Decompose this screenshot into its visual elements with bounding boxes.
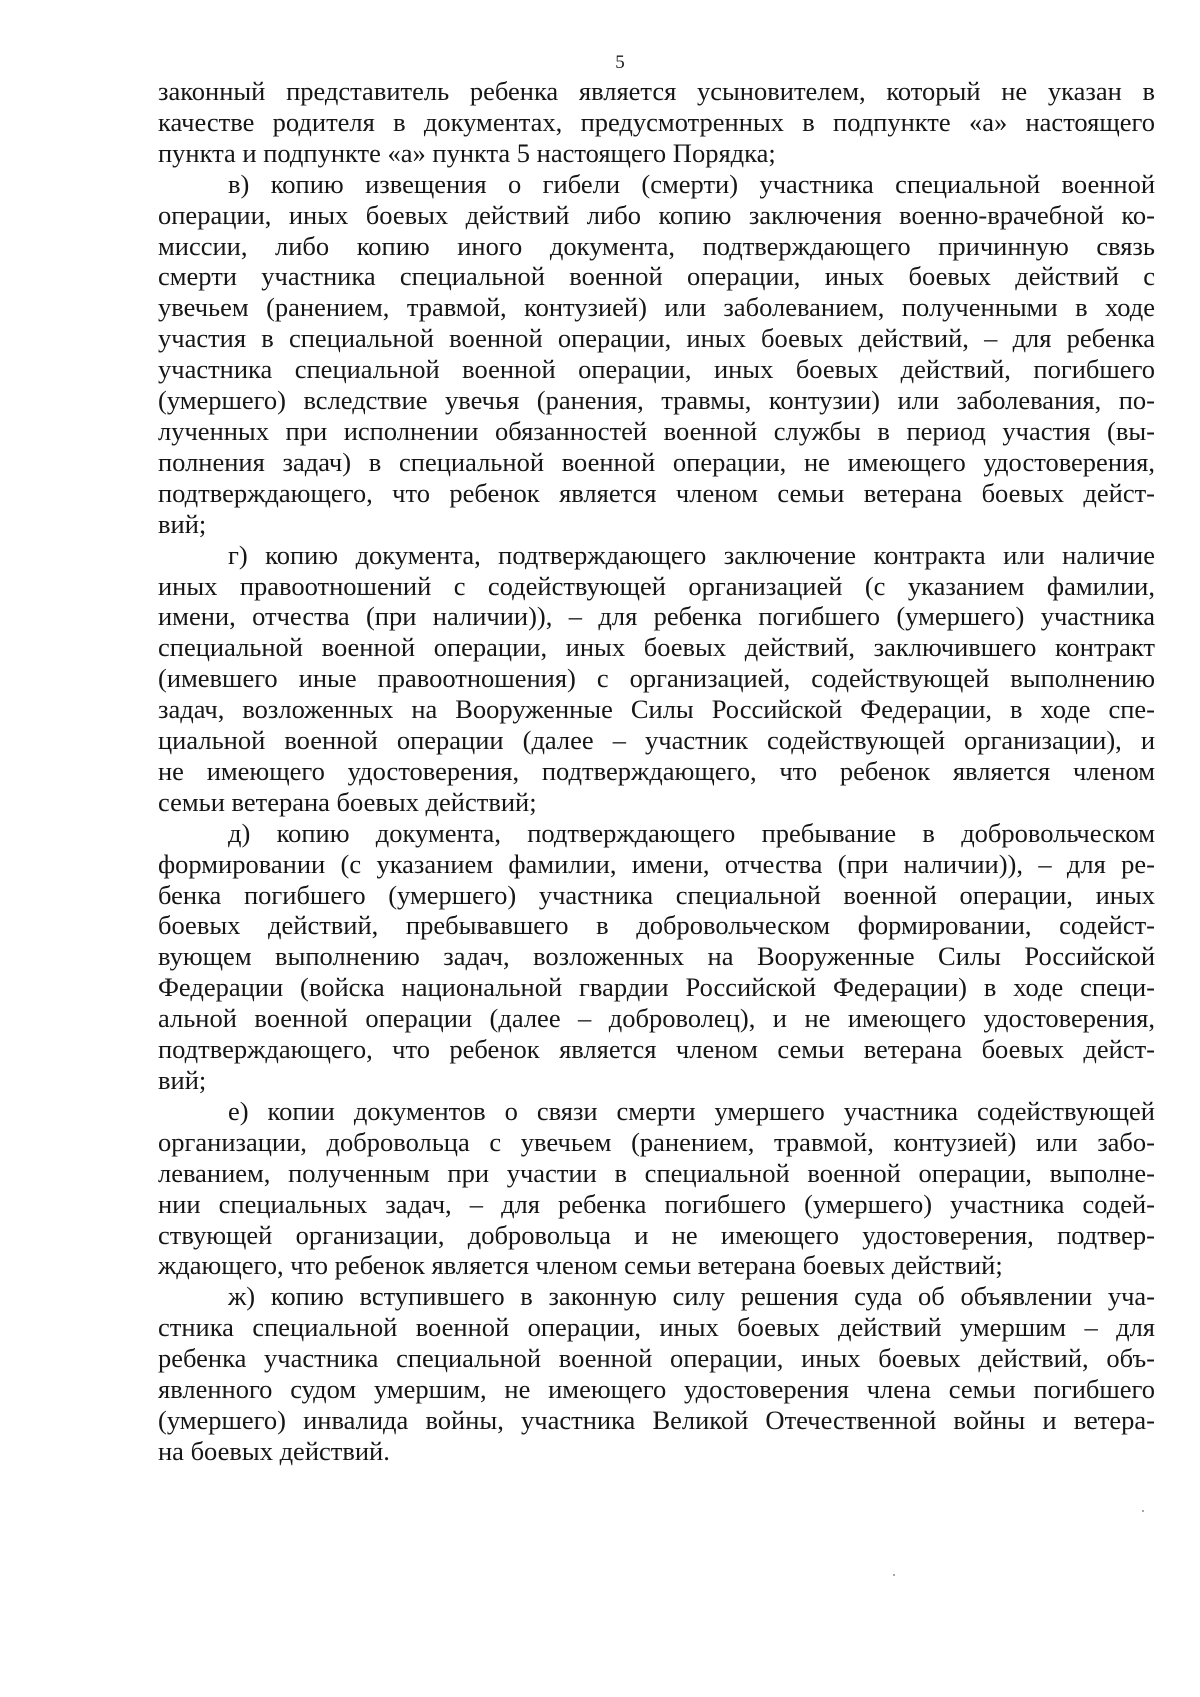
- text-line: е) копии документов о связи смерти умершего участника содействующей: [228, 1095, 1155, 1126]
- text-line: качестве родителя в документах, предусмотренных в подпункте «а» настоящего: [158, 106, 1155, 137]
- text-line: операции, иных боевых действий либо копию заключения военно-врачебной ко-: [158, 199, 1155, 230]
- paragraph-item-e: [158, 1096, 1155, 1281]
- text-line: боевых действий, пребывавшего в добровольческом формировании, содейст-: [158, 910, 1155, 941]
- text-line: ждающего, что ребенок является членом семьи ветерана боевых действий;: [158, 1250, 1003, 1281]
- scan-speck: [1142, 1510, 1144, 1512]
- text-line: подтверждающего, что ребенок является членом семьи ветерана боевых дейст-: [158, 477, 1155, 508]
- text-line: альной военной операции (далее – доброволец), и не имеющего удостоверения,: [158, 1003, 1155, 1034]
- text-line: г) копию документа, подтверждающего заключение контракта или наличие: [228, 539, 1155, 570]
- text-line: ж) копию вступившего в законную силу решения суда об объявлении уча-: [228, 1281, 1155, 1312]
- text-line: д) копию документа, подтверждающего пребывание в добровольческом: [228, 817, 1155, 848]
- text-line: законный представитель ребенка является усыновителем, который не указан в: [158, 76, 1155, 106]
- text-line: специальной военной операции, иных боевых действий, заключившего контракт: [158, 632, 1155, 663]
- text-line: циальной военной операции (далее – участник содействующей организации), и: [158, 725, 1155, 756]
- text-line: явленного судом умершим, не имеющего удостоверения члена семьи погибшего: [158, 1374, 1155, 1405]
- text-line: бенка погибшего (умершего) участника специальной военной операции, иных: [158, 879, 1155, 910]
- paragraph-item-zh: [158, 1281, 1155, 1466]
- text-line: вий;: [158, 508, 207, 539]
- scan-speck: [893, 1574, 895, 1576]
- text-line: формировании (с указанием фамилии, имени, отчества (при наличии)), – для ре-: [158, 848, 1155, 879]
- text-line: вующем выполнению задач, возложенных на Вооруженные Силы Российской: [158, 941, 1155, 972]
- text-line: ствующей организации, добровольца и не имеющего удостоверения, подтвер-: [158, 1219, 1155, 1250]
- text-line: (умершего) инвалида войны, участника Великой Отечественной войны и ветера-: [158, 1404, 1155, 1435]
- document-body: [158, 76, 1155, 1467]
- text-line: вий;: [158, 1065, 207, 1095]
- text-line: в) копию извещения о гибели (смерти) участника специальной военной: [228, 168, 1155, 199]
- text-line: иных правоотношений с содействующей организацией (с указанием фамилии,: [158, 570, 1155, 601]
- text-line: (имевшего иные правоотношения) с организацией, содействующей выполнению: [158, 663, 1155, 694]
- text-line: подтверждающего, что ребенок является членом семьи ветерана боевых дейст-: [158, 1034, 1155, 1065]
- text-line: увечьем (ранением, травмой, контузией) или заболеванием, полученными в ходе: [158, 292, 1155, 323]
- paragraph-continuation: [158, 76, 1155, 169]
- text-line: (умершего) вследствие увечья (ранения, травмы, контузии) или заболевания, по-: [158, 385, 1155, 416]
- text-line: на боевых действий.: [158, 1435, 390, 1466]
- text-line: Федерации (войска национальной гвардии Российской Федерации) в ходе специ-: [158, 972, 1155, 1003]
- text-line: участника специальной военной операции, иных боевых действий, погибшего: [158, 354, 1155, 385]
- text-line: полнения задач) в специальной военной операции, не имеющего удостоверения,: [158, 446, 1155, 477]
- text-line: имени, отчества (при наличии)), – для ребенка погибшего (умершего) участника: [158, 601, 1155, 632]
- text-line: миссии, либо копию иного документа, подтверждающего причинную связь: [158, 230, 1155, 261]
- page-number: 5: [615, 52, 625, 73]
- text-line: пункта и подпункте «а» пункта 5 настоящего Порядка;: [158, 137, 776, 168]
- paragraph-item-v: [158, 169, 1155, 540]
- paragraph-item-g: [158, 540, 1155, 818]
- text-line: стника специальной военной операции, иных боевых действий умершим – для: [158, 1312, 1155, 1343]
- text-line: не имеющего удостоверения, подтверждающего, что ребенок является членом: [158, 755, 1155, 786]
- text-line: участия в специальной военной операции, иных боевых действий, – для ребенка: [158, 323, 1155, 354]
- text-line: организации, добровольца с увечьем (ранением, травмой, контузией) или забо-: [158, 1126, 1155, 1157]
- text-line: леванием, полученным при участии в специальной военной операции, выполне-: [158, 1157, 1155, 1188]
- text-line: ребенка участника специальной военной операции, иных боевых действий, объ-: [158, 1343, 1155, 1374]
- text-line: лученных при исполнении обязанностей военной службы в период участия (вы-: [158, 415, 1155, 446]
- text-line: смерти участника специальной военной операции, иных боевых действий с: [158, 261, 1155, 292]
- text-line: задач, возложенных на Вооруженные Силы Российской Федерации, в ходе спе-: [158, 694, 1155, 725]
- paragraph-item-d: [158, 818, 1155, 1096]
- text-line: семьи ветерана боевых действий;: [158, 786, 537, 817]
- text-line: нии специальных задач, – для ребенка погибшего (умершего) участника содей-: [158, 1188, 1155, 1219]
